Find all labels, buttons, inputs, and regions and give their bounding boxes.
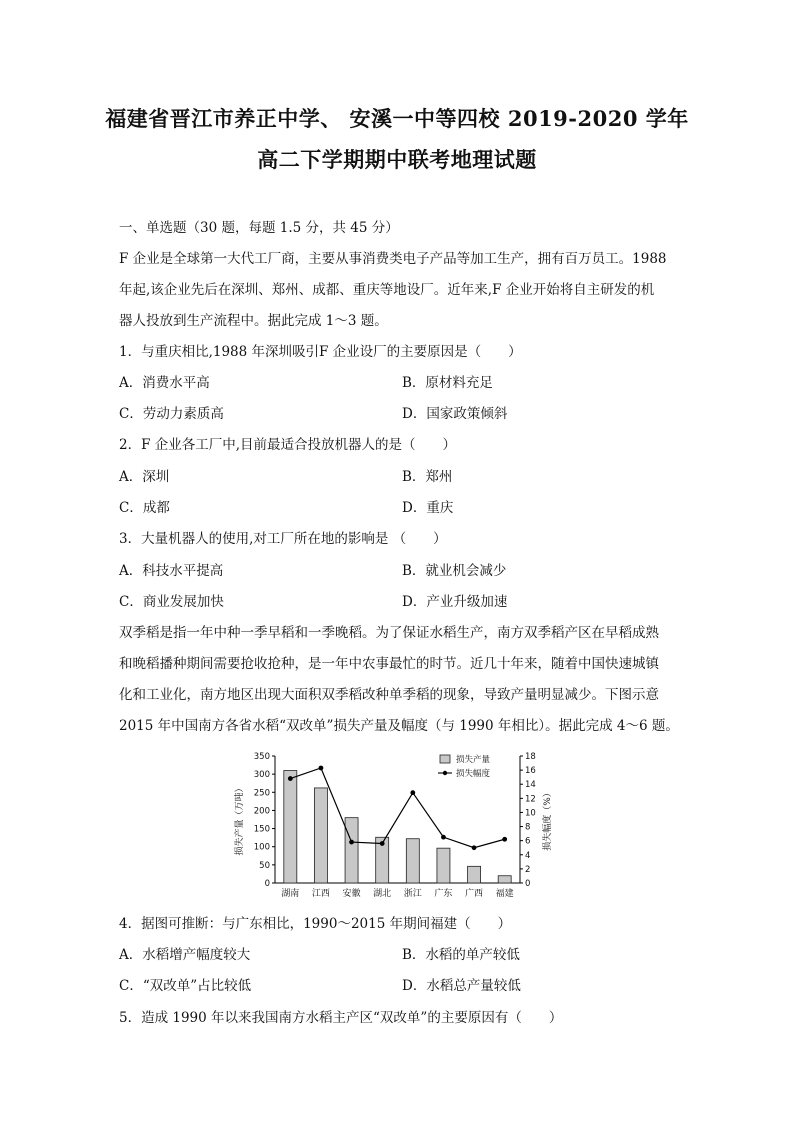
passage2-line: 化和工业化，南方地区出现大面积双季稻改种单季稻的现象，导致产量明显减少。下图示意 [119, 687, 659, 703]
q2-option-a: A．深圳 [119, 469, 170, 485]
passage2-line: 2015 年中国南方各省水稻“双改单”损失产量及幅度（与 1990 年相比）。据此完成 4～6 题。 [119, 718, 679, 734]
passage1-line: F 企业是全球第一大代工厂商，主要从事消费类电子产品等加工生产，拥有百万员工。1988 [119, 251, 667, 267]
q1-option-d: D．国家政策倾斜 [402, 406, 508, 422]
passage1-line: 器人投放到生产流程中。据此完成 1～3 题。 [119, 313, 388, 329]
left-tick-label: 50 [259, 860, 270, 871]
q1-option-b: B．原材料充足 [402, 375, 493, 391]
q3-stem: 3．大量机器人的使用,对工厂所在地的影响是 （ ） [119, 531, 447, 547]
left-tick-label: 300 [253, 770, 270, 781]
x-tick-label: 湖北 [373, 889, 392, 899]
q3-option-d: D．产业升级加速 [402, 594, 508, 610]
passage2-line: 和晚稻播种期间需要抢收抢种，是一年中农事最忙的时节。近几十年来，随着中国快速城镇 [119, 656, 659, 672]
right-axis-title: 损失幅度（%） [543, 788, 553, 851]
x-tick-label: 安徽 [342, 889, 361, 899]
loss-rate-point-湖北 [380, 841, 385, 846]
passage1-line: 年起,该企业先后在深圳、郑州、成都、重庆等地设厂。近年来,F 企业开始将自主研发的机 [119, 282, 655, 298]
x-tick-label: 广西 [465, 889, 484, 899]
q4-option-c: C．“双改单”占比较低 [119, 978, 252, 994]
q5-stem: 5．造成 1990 年以来我国南方水稻主产区“双改单”的主要原因有（ ） [119, 1010, 563, 1026]
q1-option-c: C．劳动力素质高 [119, 406, 224, 422]
bar-浙江 [406, 839, 419, 883]
q2-option-c: C．成都 [119, 500, 170, 516]
section-heading: 一、单选题（30 题，每题 1.5 分，共 45 分） [119, 220, 399, 236]
bar-湖南 [284, 771, 297, 883]
bar-江西 [314, 788, 327, 883]
right-tick-label: 2 [525, 864, 531, 875]
rice-loss-chart [230, 746, 560, 906]
q2-option-b: B．郑州 [402, 469, 453, 485]
loss-rate-point-安徽 [349, 840, 354, 845]
loss-rate-point-广东 [441, 835, 446, 840]
x-tick-label: 湖南 [281, 889, 300, 899]
loss-rate-point-江西 [319, 766, 324, 771]
loss-rate-point-福建 [502, 837, 507, 842]
loss-rate-point-广西 [472, 845, 477, 850]
q3-option-c: C．商业发展加快 [119, 594, 224, 610]
x-tick-label: 广东 [434, 889, 453, 899]
legend-bar-swatch [440, 755, 450, 763]
bar-安徽 [345, 818, 358, 883]
q4-option-b: B．水稻的单产较低 [402, 947, 520, 963]
legend-line-marker [443, 771, 447, 775]
left-tick-label: 100 [253, 842, 270, 853]
left-tick-label: 0 [264, 879, 270, 889]
right-tick-label: 12 [525, 794, 536, 805]
q4-option-d: D．水稻总产量较低 [402, 978, 521, 994]
passage2-line: 双季稻是指一年中种一季早稻和一季晚稻。为了保证水稻生产，南方双季稻产区在早稻成熟 [119, 625, 659, 641]
loss-rate-point-浙江 [410, 790, 415, 795]
q1-option-a: A．消费水平高 [119, 375, 210, 391]
x-tick-label: 江西 [311, 889, 330, 899]
left-axis-title: 损失产量（万吨） [235, 783, 245, 856]
right-tick-label: 10 [525, 808, 536, 819]
q4-option-a: A．水稻增产幅度较大 [119, 947, 251, 963]
q4-stem: 4．据图可推断：与广东相比，1990～2015 年期间福建（ ） [119, 916, 512, 932]
q3-option-b: B．就业机会减少 [402, 563, 507, 579]
document-title-line1: 福建省晋江市养正中学、 安溪一中等四校 2019-2020 学年 [105, 106, 689, 131]
left-tick-label: 250 [253, 788, 270, 799]
right-tick-label: 6 [525, 836, 531, 847]
legend-line-label: 损失幅度 [456, 769, 491, 779]
document-title-line2: 高二下学期期中联考地理试题 [257, 147, 537, 172]
bar-广东 [437, 848, 450, 883]
q3-option-a: A．科技水平提高 [119, 563, 224, 579]
right-tick-label: 14 [525, 780, 536, 791]
legend-bar-label: 损失产量 [456, 755, 491, 765]
right-tick-label: 18 [525, 752, 536, 762]
chart-svg [230, 746, 560, 906]
left-tick-label: 200 [253, 806, 270, 817]
right-tick-label: 4 [525, 850, 531, 861]
right-tick-label: 16 [525, 766, 536, 777]
q1-stem: 1．与重庆相比,1988 年深圳吸引F 企业设厂的主要原因是（ ） [119, 344, 522, 360]
left-tick-label: 350 [253, 752, 270, 762]
right-tick-label: 0 [525, 879, 531, 889]
left-tick-label: 150 [253, 824, 270, 835]
bar-广西 [468, 866, 481, 883]
q2-option-d: D．重庆 [402, 500, 454, 516]
loss-rate-point-湖南 [288, 776, 293, 781]
x-tick-label: 福建 [495, 889, 514, 899]
q2-stem: 2．F 企业各工厂中,目前最适合投放机器人的是（ ） [119, 437, 457, 453]
bar-福建 [498, 876, 511, 883]
right-tick-label: 8 [525, 822, 531, 833]
x-tick-label: 浙江 [403, 889, 422, 899]
